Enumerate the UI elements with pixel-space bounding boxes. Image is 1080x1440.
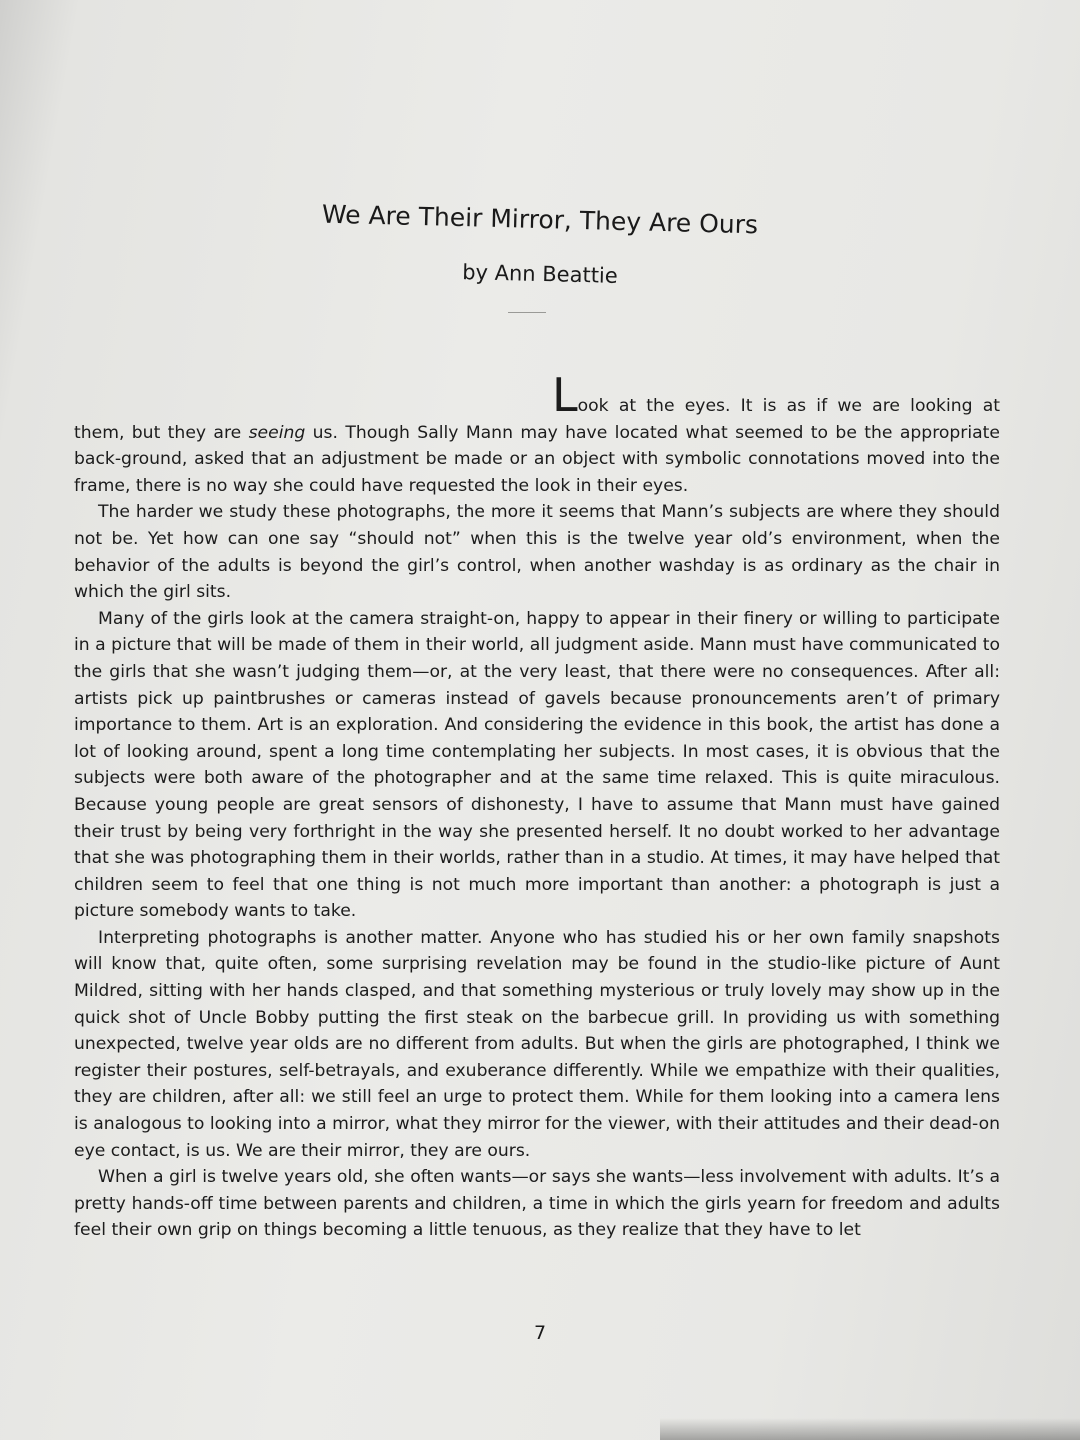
drop-cap: L [552,368,578,422]
paragraph-1 [74,368,1000,499]
paragraph-1-rest: us. Though Sally Mann may have located what seemed to be the appropriate back-ground, asked that an adjustment be made or an object with symbolic connotations moved into the frame, there is no way she could have requested the look in their eyes. [74,422,1000,496]
paragraph-3: Many of the girls look at the camera straight-on, happy to appear in their finery or willing to participate in a picture that will be made of them in their world, all judgment aside. Mann must have communicated to the girls that she wasn’t judging them—or, at the very least, that there were no consequences. After all: artists pick up paintbrushes or cameras instead of gavels because pronouncements aren’t of primary importance to them. Art is an exploration. And considering the evidence in this book, the artist has done a lot of looking around, spent a long time contemplating her subjects. In most cases, it is obvious that the subjects were both aware of the photographer and at the same time relaxed. This is quite miraculous. Because young people are great sensors of dishonesty, I have to assume that Mann must have gained their trust by being very forthright in the way she presented herself. It no doubt worked to her advantage that she was photographing them in their worlds, rather than in a studio. At times, it may have helped that children seem to feel that one thing is not much more important than another: a photograph is just a picture somebody wants to take. [74,608,1000,922]
paragraph-5: When a girl is twelve years old, she often wants—or says she wants—less involvement with adults. It’s a pretty hands-off time between parents and children, a time in which the girls yearn for freedom and adults feel their own grip on things becoming a little tenuous, as they realize that they have to let [74,1167,1000,1241]
essay-author: by Ann Beattie [461,260,619,288]
page-edge-shadow [660,1418,1080,1440]
paragraph-1-emphasis: seeing [248,422,306,443]
essay-body [74,368,1000,1244]
paragraph-1-intro: ook at the eyes. It is as if we are looking at them, but they are [74,396,1000,443]
paragraph-2: The harder we study these photographs, the more it seems that Mann’s subjects are where they should not be. Yet how can one say “should not” when this is the twelve year old’s environment, when the behavior of the adults is beyond the girl’s control, when another washday is as ordinary as the chair in which the girl sits. [74,502,1000,603]
essay-title: We Are Their Mirror, They Are Ours [321,199,759,240]
title-divider [508,312,546,313]
page-number: 7 [533,1322,547,1344]
paragraph-4: Interpreting photographs is another matter. Anyone who has studied his or her own family snapshots will know that, quite often, some surprising revelation may be found in the studio-like picture of Aunt Mildred, sitting with her hands clasped, and that something mysterious or truly lovely may show up in the quick shot of Uncle Bobby putting the first steak on the barbecue grill. In providing us with something unexpected, twelve year olds are no different from adults. But when the girls are photographed, I think we register their postures, self-betrayals, and exuberance differently. While we empathize with their qualities, they are children, after all: we still feel an urge to protect them. While for them looking into a camera lens is analogous to looking into a mirror, what they mirror for the viewer, with their attitudes and their dead-on eye contact, is us. We are their mirror, they are ours. [74,927,1000,1161]
